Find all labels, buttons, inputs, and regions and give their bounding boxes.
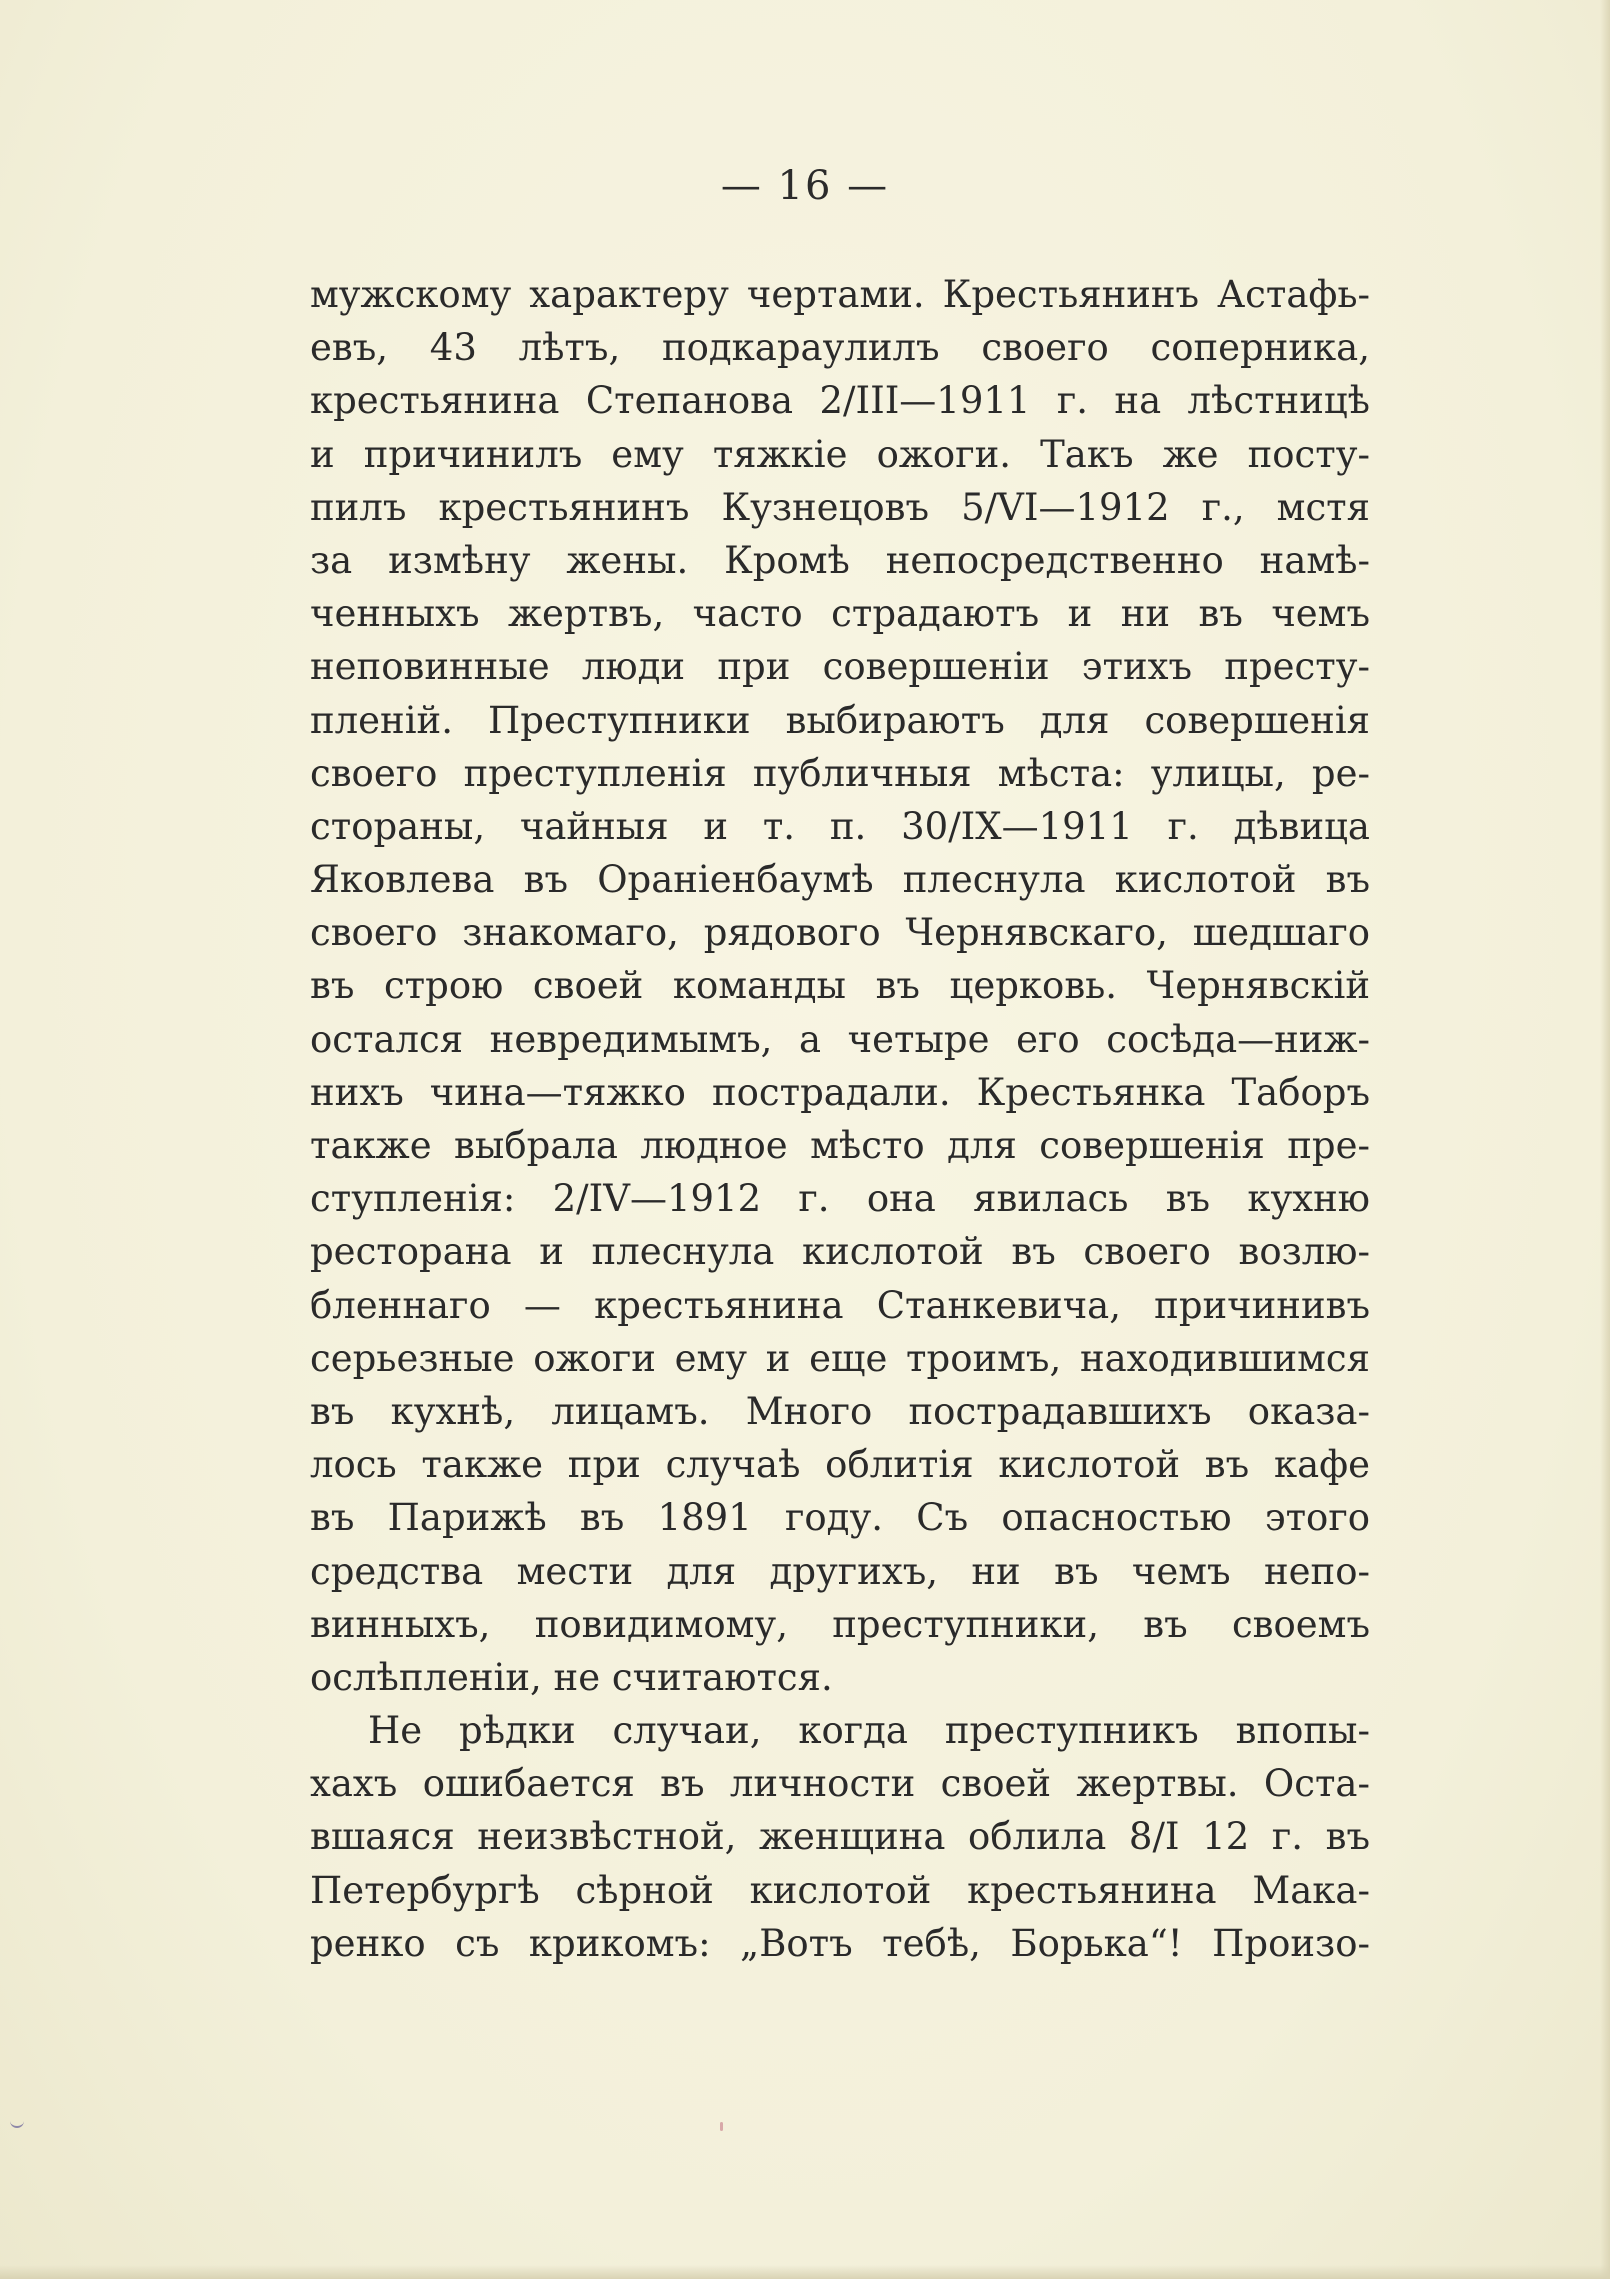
text-line: мужскому характеру чертами. Крестьянинъ Астафь- xyxy=(310,273,1370,316)
page-edge-shadow xyxy=(1600,0,1610,2279)
text-line: ченныхъ жертвъ, часто страдаютъ и ни въ чемъ xyxy=(310,592,1370,636)
paper-speck xyxy=(720,2122,723,2131)
text-line: за измѣну жены. Кромѣ непосредственно намѣ- xyxy=(310,538,1370,582)
page-edge-shadow xyxy=(0,2265,1610,2279)
text-line: крестьянина Степанова 2/III—1911 г. на лѣстницѣ xyxy=(310,379,1370,423)
text-line: стораны, чайныя и т. п. 30/IX—1911 г. дѣвица xyxy=(310,804,1370,848)
text-line: вшаяся неизвѣстной, женщина облила 8/I 12 г. въ xyxy=(310,1815,1370,1859)
text-line: и причинилъ ему тяжкіе ожоги. Такъ же посту- xyxy=(310,432,1370,476)
text-line: въ кухнѣ, лицамъ. Много пострадавшихъ оказа- xyxy=(310,1389,1370,1433)
text-line: своего знакомаго, рядового Чернявскаго, шедшаго xyxy=(310,911,1370,955)
text-line: въ Парижѣ въ 1891 году. Съ опасностью этого xyxy=(310,1496,1370,1540)
paragraph-end-line: ослѣпленіи, не считаются. xyxy=(310,1655,833,1699)
text-line: Яковлева въ Ораніенбаумѣ плеснула кислотой въ xyxy=(310,858,1370,902)
text-line: серьезные ожоги ему и еще троимъ, находившимся xyxy=(310,1336,1370,1380)
text-line: евъ, 43 лѣтъ, подкараулилъ своего соперника, xyxy=(310,326,1370,370)
text-line: также выбрала людное мѣсто для совершенія пре- xyxy=(310,1124,1370,1167)
text-line: неповинные люди при совершеніи этихъ престу- xyxy=(310,645,1370,689)
text-line: лось также при случаѣ облитія кислотой въ кафе xyxy=(310,1443,1370,1487)
text-line: пленій. Преступники выбираютъ для совершенія xyxy=(310,698,1370,742)
text-line: средства мести для другихъ, ни въ чемъ непо- xyxy=(310,1549,1370,1593)
paragraph-start-line: Не рѣдки случаи, когда преступникъ впопы- xyxy=(368,1709,1370,1753)
text-line: пилъ крестьянинъ Кузнецовъ 5/VI—1912 г., мстя xyxy=(310,485,1370,529)
text-line: хахъ ошибается въ личности своей жертвы. Оста- xyxy=(310,1762,1370,1806)
text-line: винныхъ, повидимому, преступники, въ своемъ xyxy=(310,1602,1370,1646)
text-line: ренко съ крикомъ: „Вотъ тебѣ, Борька“! Произо- xyxy=(310,1921,1370,1965)
text-line: въ строю своей команды въ церковь. Чернявскій xyxy=(310,964,1370,1008)
text-line: ресторана и плеснула кислотой въ своего возлю- xyxy=(310,1230,1370,1274)
page-number: — 16 — xyxy=(720,163,890,209)
text-line: Петербургѣ сѣрной кислотой крестьянина Мака- xyxy=(310,1868,1370,1912)
text-line: остался невредимымъ, а четыре его сосѣда—ниж- xyxy=(310,1017,1370,1061)
text-line: нихъ чина—тяжко пострадали. Крестьянка Таборъ xyxy=(310,1070,1370,1114)
text-line: ступленія: 2/IV—1912 г. она явилась въ кухню xyxy=(310,1177,1370,1221)
text-line: своего преступленія публичныя мѣста: улицы, ре- xyxy=(310,751,1370,795)
ink-mark xyxy=(10,2118,24,2128)
body-text xyxy=(310,268,1370,1970)
text-line: бленнаго — крестьянина Станкевича, причинивъ xyxy=(310,1283,1370,1327)
